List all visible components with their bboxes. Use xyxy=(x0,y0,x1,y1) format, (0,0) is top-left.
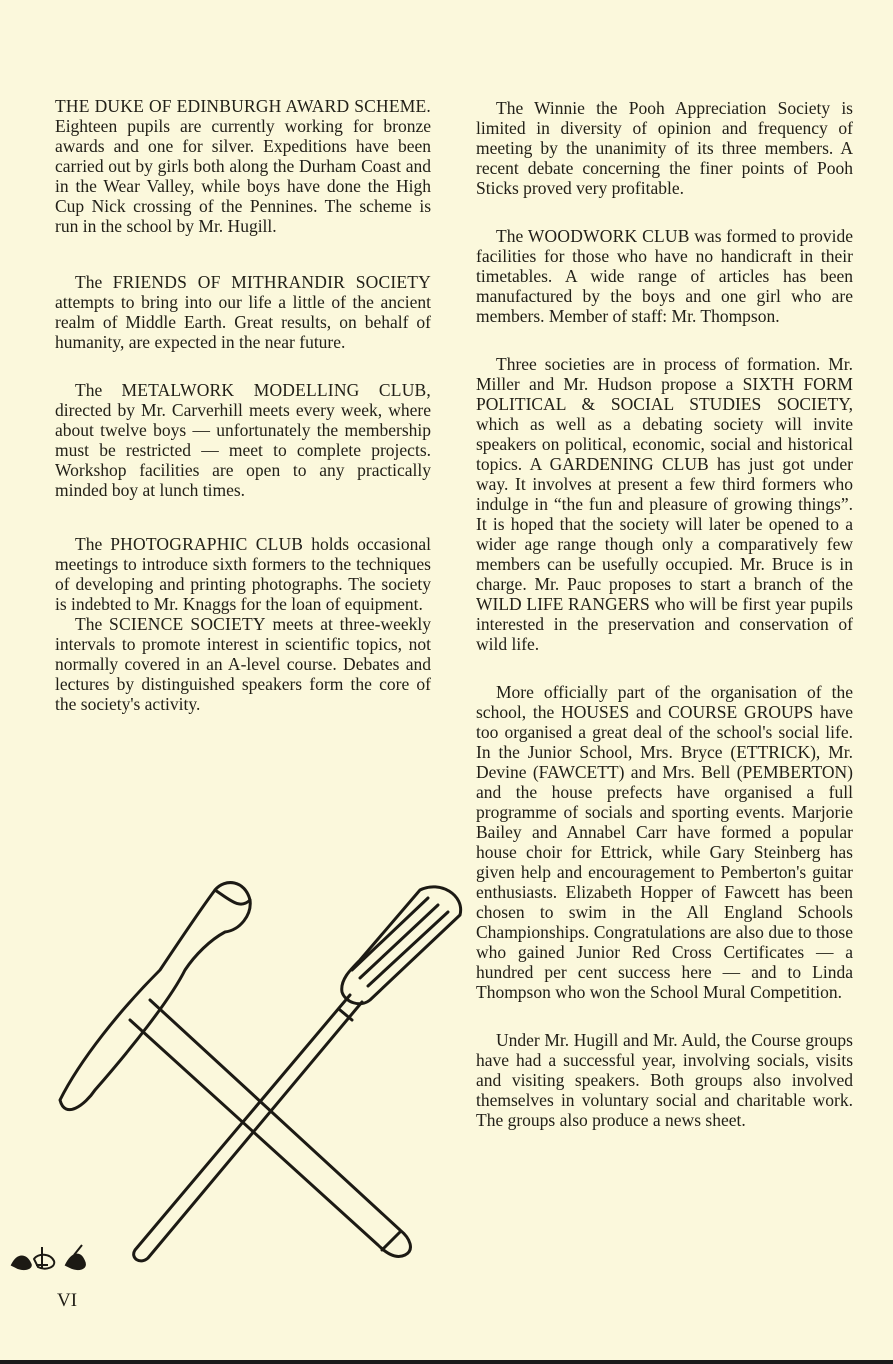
photographic-paragraph xyxy=(55,534,431,614)
woodwork-pre: The xyxy=(496,226,528,246)
hammer-head-icon xyxy=(60,883,250,1110)
screwdriver-handle-icon xyxy=(342,887,461,1004)
houses-paragraph: More officially part of the organisation of the school, the HOUSES and COURSE GROUPS have too organised a great deal of the school's social life. In the Junior School, Mrs. Bryce (ETTRICK), Mr. Devine (FAWCETT) and Mrs. Bell (PEMBERTON) and the house prefects have organised a full programme of socials and sporting events. Marjorie Bailey and Annabel Carr have formed a popular house choir for Ettrick, while Gary Steinberg has given help and encouragement to Pemberton's guitar enthusiasts. Elizabeth Hopper of Fawcett has been chosen to swim in the All England Schools Championships. Congratulations are also due to those who gained Junior Red Cross Certificates — a hundred per cent success here — and to Linda Thompson who won the School Mural Competition. xyxy=(476,682,853,1002)
course-groups-paragraph: Under Mr. Hugill and Mr. Auld, the Course groups have had a successful year, involving socials, visits and visiting speakers. Both groups also involved themselves in voluntary social and charitable work. The groups also produce a news sheet. xyxy=(476,1030,853,1130)
photographic-heading: PHOTOGRAPHIC CLUB xyxy=(110,534,304,554)
mithrandir-paragraph xyxy=(55,272,431,352)
mithrandir-heading: FRIENDS OF MITHRANDIR SOCIETY xyxy=(112,272,431,292)
metalwork-pre: The xyxy=(75,380,122,400)
page-folio: VI xyxy=(57,1290,78,1311)
right-column xyxy=(476,98,853,1158)
science-text: meets at three-weekly intervals to promote interest in scientific topics, not normally covered in an A-level course. Debates and lectures by distinguished speakers form the core of the society's activity. xyxy=(55,614,431,714)
photographic-text: holds occasional meetings to introduce sixth formers to the techniques of developing and printing photographs. The society is indebted to Mr. Knaggs for the loan of equipment. xyxy=(55,534,431,614)
photographic-pre: The xyxy=(75,534,111,554)
new-societies-paragraph: Three societies are in process of formation. Mr. Miller and Mr. Hudson propose a SIXTH FORM POLITICAL & SOCIAL STUDIES SOCIETY, which as well as a debating society will invite speakers on political, economic, social and historical topics. A GARDENING CLUB has just got under way. It involves at present a few third formers who indulge in “the fun and pleasure of growing things”. It is hoped that the society will later be opened to a wider age range though only a comparatively few members can be usefully occupied. Mr. Bruce is in charge. Mr. Pauc proposes to start a branch of the WILD LIFE RANGERS who will be first year pupils interested in the preservation and conservation of wild life. xyxy=(476,354,853,654)
hammer-handle-icon xyxy=(130,1000,410,1257)
pooh-paragraph: The Winnie the Pooh Appreciation Society is limited in diversity of opinion and frequency of meeting by the unanimity of its three members. A recent debate concerning the finer points of Pooh Sticks proved very profitable. xyxy=(476,98,853,198)
woodwork-heading: WOODWORK CLUB xyxy=(527,226,690,246)
metalwork-heading: METALWORK MODELLING CLUB, xyxy=(121,380,431,400)
duke-of-edinburgh-paragraph xyxy=(55,96,431,236)
bottom-edge xyxy=(0,1360,893,1364)
left-column xyxy=(55,96,431,742)
woodwork-text: was formed to provide facilities for those who have no handicraft in their timetables. A wide range of articles has been manufactured by the boys and one girl who are members. Member of staff: Mr. Thompson. xyxy=(476,226,853,326)
duke-of-edinburgh-heading: THE DUKE OF EDINBURGH AWARD SCHEME. xyxy=(55,96,431,116)
mithrandir-text: attempts to bring into our life a little of the ancient realm of Middle Earth. Great results, on behalf of humanity, are expected in the near future. xyxy=(55,292,431,352)
crossed-tools-drawing xyxy=(0,860,480,1280)
metalwork-paragraph xyxy=(55,380,431,500)
artist-signature-icon xyxy=(8,1225,118,1275)
duke-of-edinburgh-text: Eighteen pupils are currently working for bronze awards and one for silver. Expeditions have been carried out by girls both along the Durham Coast and in the Wear Valley, while boys have done the High Cup Nick crossing of the Pennines. The scheme is run in the school by Mr. Hugill. xyxy=(55,116,431,236)
woodwork-paragraph xyxy=(476,226,853,326)
science-pre: The xyxy=(75,614,110,634)
science-paragraph xyxy=(55,614,431,714)
mithrandir-pre: The xyxy=(75,272,113,292)
science-heading: SCIENCE SOCIETY xyxy=(109,614,266,634)
metalwork-text: directed by Mr. Carverhill meets every week, where about twelve boys — unfortunately the membership must be restricted — meet to complete projects. Workshop facilities are open to any practically minded boy at lunch times. xyxy=(55,400,431,500)
